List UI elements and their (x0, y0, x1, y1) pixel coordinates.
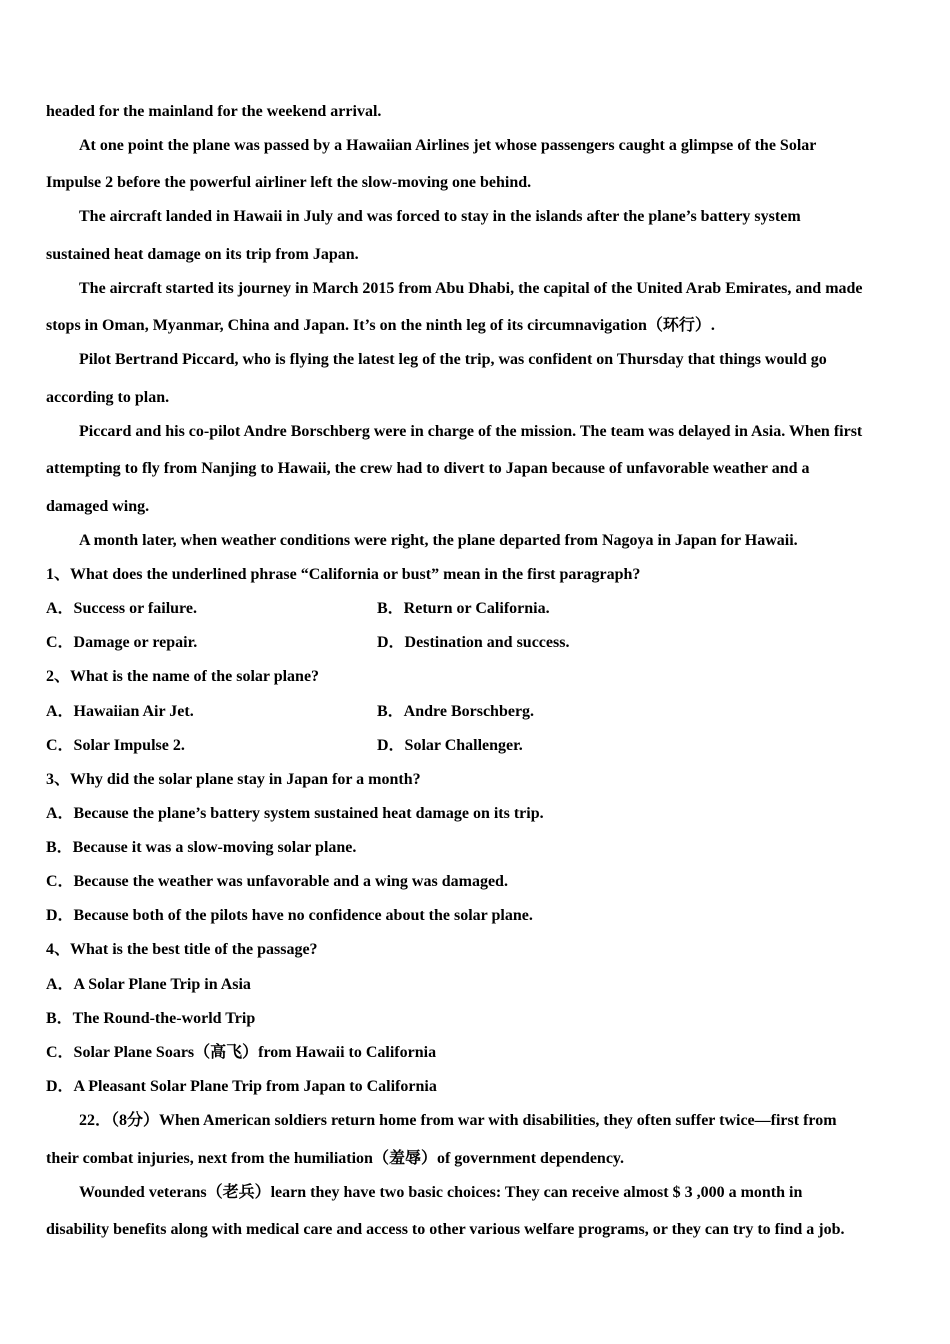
option-a: A．Hawaiian Air Jet. (46, 703, 194, 720)
option-c: C．Damage or repair. (46, 634, 198, 651)
option-b: B．The Round-the-world Trip (46, 1010, 256, 1027)
question-stem: 2、What is the name of the solar plane? (46, 668, 320, 685)
option-d: D．Destination and success. (377, 634, 570, 651)
option-c: C．Solar Plane Soars（高飞）from Hawaii to California (46, 1044, 437, 1061)
option-a: A．Because the plane’s battery system sustained heat damage on its trip. (46, 805, 544, 822)
passage-line: A month later, when weather conditions were right, the plane departed from Nagoya in Japan for Hawaii. (79, 532, 798, 549)
question-stem: 3、Why did the solar plane stay in Japan for a month? (46, 771, 421, 788)
option-a: A．Success or failure. (46, 600, 197, 617)
option-b: B．Andre Borschberg. (377, 703, 535, 720)
option-d: D．Solar Challenger. (377, 737, 523, 754)
passage-line: attempting to fly from Nanjing to Hawaii, the crew had to divert to Japan because of unfavorable weather and a (46, 460, 810, 477)
passage-line: The aircraft started its journey in March 2015 from Abu Dhabi, the capital of the United Arab Emirates, and made (79, 280, 863, 297)
question-stem: 4、What is the best title of the passage? (46, 941, 318, 958)
option-b: B．Because it was a slow-moving solar plane. (46, 839, 357, 856)
passage-line: their combat injuries, next from the humiliation（羞辱）of government dependency. (46, 1150, 625, 1167)
passage-line: disability benefits along with medical care and access to other various welfare programs, or they can try to find a job. (46, 1221, 845, 1238)
option-d: D．A Pleasant Solar Plane Trip from Japan to California (46, 1078, 437, 1095)
passage-line: stops in Oman, Myanmar, China and Japan. It’s on the ninth leg of its circumnavigation（环行）. (46, 317, 715, 334)
passage-line: Piccard and his co-pilot Andre Borschberg were in charge of the mission. The team was delayed in Asia. When first (79, 423, 863, 440)
passage-line: At one point the plane was passed by a Hawaiian Airlines jet whose passengers caught a glimpse of the Solar (79, 137, 817, 154)
passage-line: The aircraft landed in Hawaii in July and was forced to stay in the islands after the plane’s battery system (79, 208, 801, 225)
passage-line: 22．（8分）When American soldiers return home from war with disabilities, they often suffer twice—first from (79, 1112, 837, 1129)
question-stem: 1、What does the underlined phrase “California or bust” mean in the first paragraph? (46, 566, 641, 583)
passage-line: Wounded veterans（老兵）learn they have two basic choices: They can receive almost $ 3 ,000 a month in (79, 1184, 803, 1201)
option-a: A．A Solar Plane Trip in Asia (46, 976, 251, 993)
option-c: C．Because the weather was unfavorable and a wing was damaged. (46, 873, 508, 890)
option-d: D．Because both of the pilots have no confidence about the solar plane. (46, 907, 533, 924)
passage-line: Impulse 2 before the powerful airliner left the slow-moving one behind. (46, 174, 532, 191)
passage-line: damaged wing. (46, 498, 150, 515)
passage-line: sustained heat damage on its trip from Japan. (46, 246, 359, 263)
passage-line: according to plan. (46, 389, 170, 406)
option-b: B．Return or California. (377, 600, 550, 617)
passage-line: headed for the mainland for the weekend arrival. (46, 103, 382, 120)
option-c: C．Solar Impulse 2. (46, 737, 185, 754)
passage-line: Pilot Bertrand Piccard, who is flying the latest leg of the trip, was confident on Thursday that things would go (79, 351, 827, 368)
